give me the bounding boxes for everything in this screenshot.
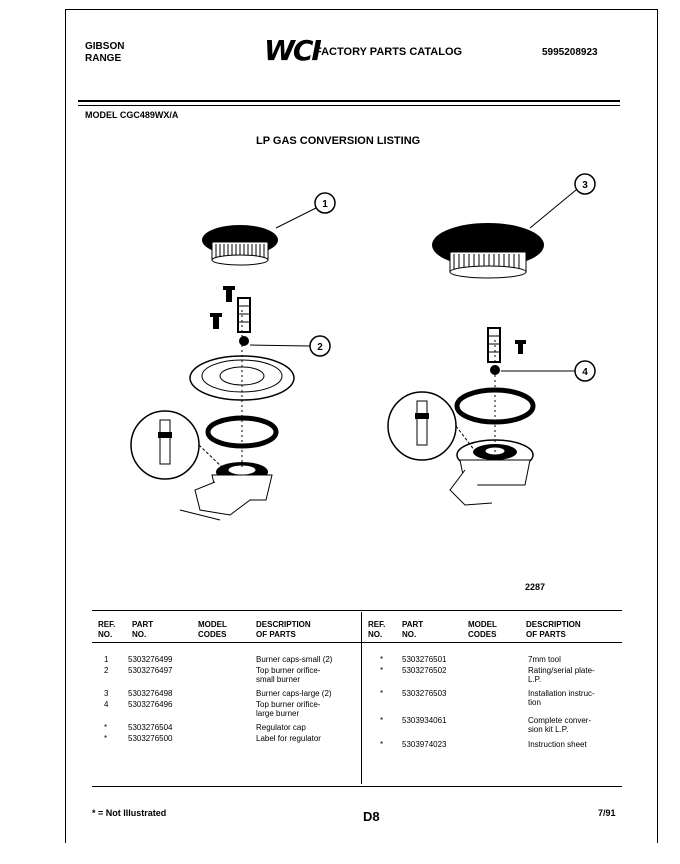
model-line: MODEL CGC489WX/A: [85, 110, 179, 120]
callout-leader: [276, 208, 316, 228]
orifice: [239, 336, 249, 346]
row-ref: 2: [104, 666, 109, 675]
header-rule-thin: [78, 105, 620, 106]
row-ref: *: [104, 723, 108, 732]
callout-2-label: 2: [317, 342, 323, 353]
catalog-number: 5995208923: [542, 47, 598, 58]
header-model: MODEL CODES: [198, 620, 227, 639]
header-desc: DESCRIPTION OF PARTS: [526, 620, 581, 639]
row-desc: Regulator cap: [256, 723, 306, 732]
header-ref: REF. NO.: [368, 620, 386, 639]
row-desc: Burner caps-large (2): [256, 689, 332, 698]
row-ref: *: [380, 716, 384, 725]
callout-1: [315, 193, 335, 213]
row-part: 5303276503: [402, 689, 447, 698]
table-divider: [361, 612, 362, 784]
header-desc: DESCRIPTION OF PARTS: [256, 620, 311, 639]
row-part: 5303276499: [128, 655, 173, 664]
brand-line1: GIBSON: [85, 41, 125, 52]
large-burner-cap: [432, 223, 544, 278]
row-desc: Burner caps-small (2): [256, 655, 333, 664]
row-desc: Label for regulator: [256, 734, 321, 743]
header-model: MODEL CODES: [468, 620, 497, 639]
row-desc: Top burner orifice- large burner: [256, 700, 321, 718]
callout-3-label: 3: [582, 180, 588, 191]
row-ref: *: [380, 740, 384, 749]
row-desc: Instruction sheet: [528, 740, 587, 749]
table-rule-bottom: [92, 786, 622, 787]
callout-leader: [530, 190, 576, 228]
footnote: * = Not Illustrated: [92, 808, 167, 818]
row-part: 5303276504: [128, 723, 173, 732]
row-desc: Rating/serial plate- L.P.: [528, 666, 595, 684]
table-rule-top: [92, 610, 622, 611]
catalog-title: FACTORY PARTS CATALOG: [315, 46, 463, 58]
row-part: 5303276502: [402, 666, 447, 675]
row-part: 5303276501: [402, 655, 447, 664]
row-part: 5303934061: [402, 716, 447, 725]
row-part: 5303276497: [128, 666, 173, 675]
small-burner-cap: [202, 225, 278, 265]
exploded-parts-diagram: [120, 170, 620, 570]
row-part: 5303276500: [128, 734, 173, 743]
header-rule: [78, 100, 620, 102]
header-part: PART NO.: [402, 620, 424, 639]
screw: [210, 286, 235, 329]
callout-3: [575, 174, 595, 194]
callout-2: [310, 336, 330, 356]
header-ref: REF. NO.: [98, 620, 116, 639]
row-part: 5303276498: [128, 689, 173, 698]
callout-1-label: 1: [322, 199, 328, 210]
page-number: D8: [363, 809, 380, 824]
row-ref: 1: [104, 655, 109, 664]
burner-base: [180, 462, 272, 520]
table-rule-header: [92, 642, 622, 643]
row-desc: Installation instruc- tion: [528, 689, 595, 707]
revision-date: 7/91: [598, 808, 616, 818]
page-title: LP GAS CONVERSION LISTING: [256, 135, 421, 147]
screw: [515, 340, 526, 354]
row-ref: 4: [104, 700, 109, 709]
callout-4-label: 4: [582, 367, 588, 378]
row-ref: 3: [104, 689, 109, 698]
regulator-cap: [488, 328, 500, 362]
burner-plate: [190, 356, 294, 400]
wci-logo: WCI: [264, 34, 320, 67]
callout-4: [575, 361, 595, 381]
row-ref: *: [380, 655, 384, 664]
row-ref: *: [104, 734, 108, 743]
burner-base: [450, 440, 533, 505]
row-ref: *: [380, 666, 384, 675]
row-part: 5303974023: [402, 740, 447, 749]
row-ref: *: [380, 689, 384, 698]
regulator-cap: [238, 298, 250, 332]
row-part: 5303276496: [128, 700, 173, 709]
brand-block: [85, 41, 124, 65]
row-desc: Complete conver- sion kit L.P.: [528, 716, 592, 734]
row-desc: Top burner orifice- small burner: [256, 666, 321, 684]
brand-line2: RANGE: [85, 53, 122, 64]
inset-detail-circle: [131, 411, 225, 479]
callout-leader: [250, 345, 310, 346]
diagram-code: 2287: [525, 582, 546, 592]
header-part: PART NO.: [132, 620, 154, 639]
row-desc: 7mm tool: [528, 655, 561, 664]
